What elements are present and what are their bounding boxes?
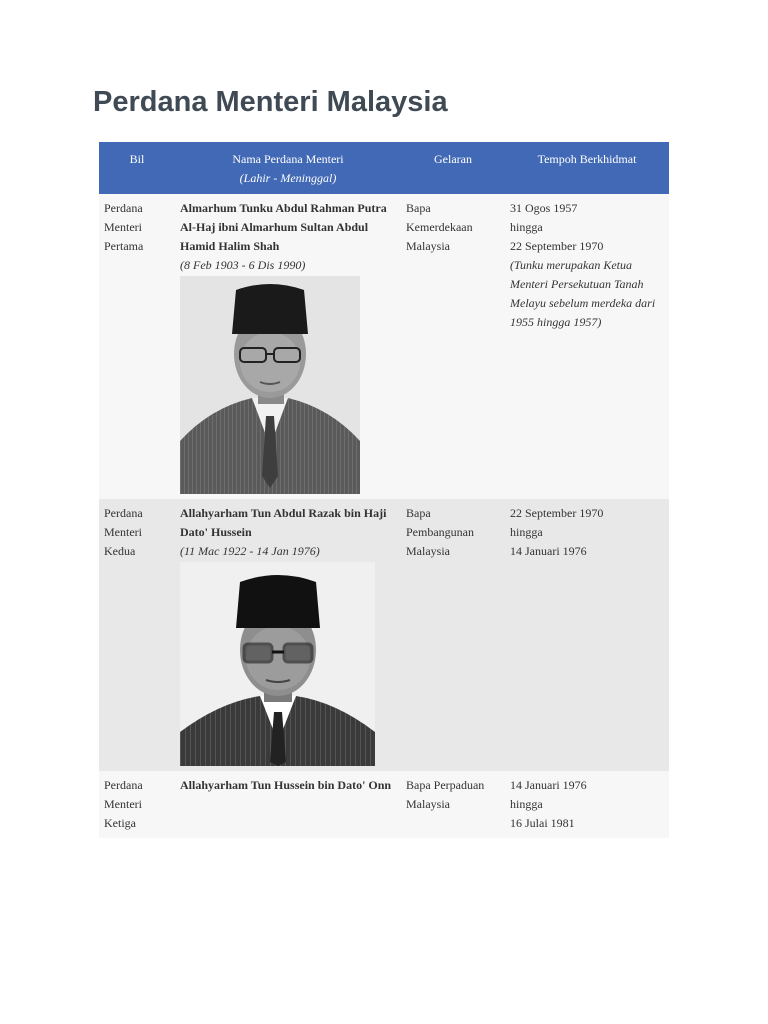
bil-cell: Perdana Menteri Ketiga <box>99 771 175 838</box>
nama-cell <box>175 771 401 838</box>
pm-dates: (8 Feb 1903 - 6 Dis 1990) <box>180 258 306 272</box>
table-row <box>99 771 669 838</box>
header-nama: Nama Perdana Menteri (Lahir - Meninggal) <box>175 142 401 194</box>
tempoh-note: (Tunku merupakan Ketua Menteri Persekutuan Tanah Melayu sebelum merdeka dari 1955 hingga 1957) <box>510 258 656 329</box>
tempoh-cell: 31 Ogos 1957 hingga 22 September 1970 (Tunku merupakan Ketua Menteri Persekutuan Tanah Melayu sebelum merdeka dari 1955 hingga 1957) <box>505 194 669 499</box>
gelaran-cell: Bapa Pembangunan Malaysia <box>401 499 505 771</box>
pm-name: Allahyarham Tun Abdul Razak bin Haji Dato' Hussein <box>180 506 387 539</box>
tempoh-cell: 22 September 1970 hingga 14 Januari 1976 <box>505 499 669 771</box>
page-title: Perdana Menteri Malaysia <box>93 86 448 118</box>
pm-dates: (11 Mac 1922 - 14 Jan 1976) <box>180 544 320 558</box>
nama-cell <box>175 194 401 499</box>
portrait-photo <box>180 276 360 494</box>
table-header-row <box>99 142 669 194</box>
bil-cell: Perdana Menteri Pertama <box>99 194 175 499</box>
portrait-photo <box>180 562 375 766</box>
gelaran-cell: Bapa Perpaduan Malaysia <box>401 771 505 838</box>
gelaran-cell: Bapa Kemerdekaan Malaysia <box>401 194 505 499</box>
nama-cell <box>175 499 401 771</box>
table-row <box>99 194 669 499</box>
header-tempoh: Tempoh Berkhidmat <box>505 142 669 194</box>
header-bil: Bil <box>99 142 175 194</box>
table-row <box>99 499 669 771</box>
header-gelaran: Gelaran <box>401 142 505 194</box>
prime-ministers-table <box>99 142 669 838</box>
pm-name: Allahyarham Tun Hussein bin Dato' Onn <box>180 778 392 792</box>
bil-cell: Perdana Menteri Kedua <box>99 499 175 771</box>
tempoh-cell: 14 Januari 1976 hingga 16 Julai 1981 <box>505 771 669 838</box>
pm-name: Almarhum Tunku Abdul Rahman Putra Al-Haj ibni Almarhum Sultan Abdul Hamid Halim Shah <box>180 201 387 253</box>
header-nama-sub: (Lahir - Meninggal) <box>239 171 337 185</box>
